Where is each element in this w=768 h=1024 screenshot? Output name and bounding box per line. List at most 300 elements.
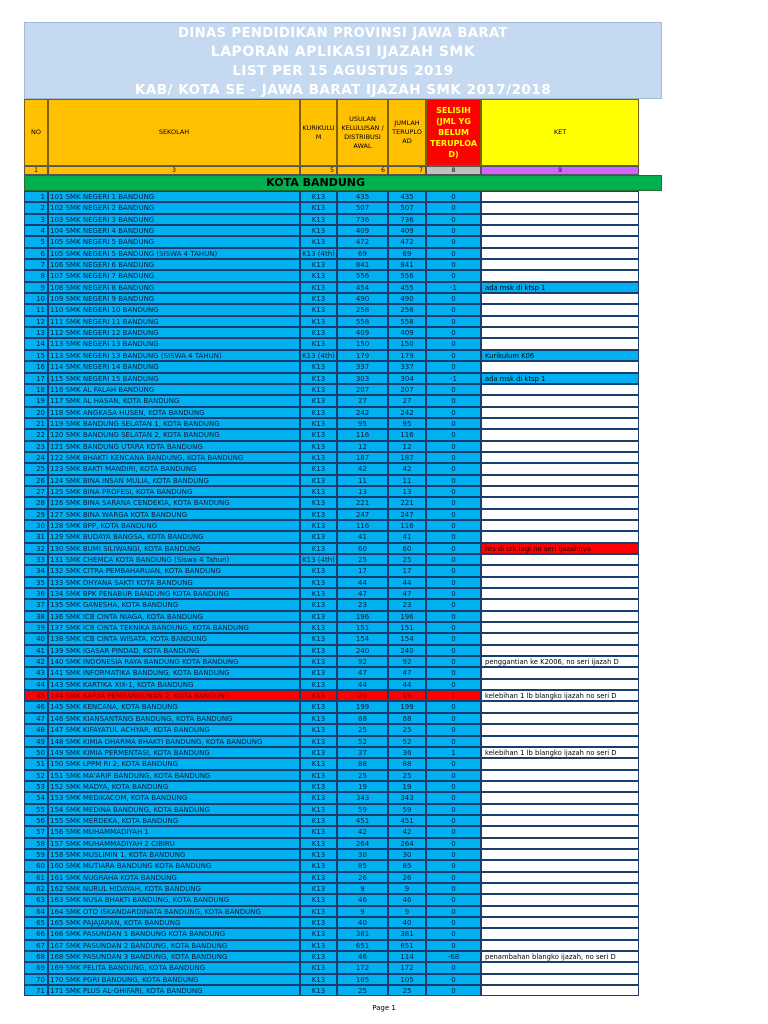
cell-usulan: 11 (337, 475, 388, 486)
cell-jumlah: 68 (388, 713, 426, 724)
cell-jumlah: 12 (388, 441, 426, 452)
cell-usulan: 44 (337, 577, 388, 588)
cell-usulan: 25 (337, 724, 388, 735)
cell-ket (481, 906, 639, 917)
cell-selisih: 0 (426, 429, 481, 440)
cell-no: 62 (24, 883, 48, 894)
cell-sekolah: 147 SMK KIFAYATUL ACHYAR, KOTA BANDUNG (48, 724, 300, 735)
cell-selisih: 0 (426, 509, 481, 520)
cell-usulan: 187 (337, 452, 388, 463)
region-header (24, 175, 662, 191)
table-row (24, 815, 662, 826)
cell-sekolah: 117 SMK AL HASAN, KOTA BANDUNG (48, 395, 300, 406)
cell-jumlah: 114 (388, 951, 426, 962)
cell-jumlah: 196 (388, 611, 426, 622)
cell-kurikulum: K13 (300, 758, 337, 769)
column-number-row (24, 166, 662, 175)
cell-kurikulum: K13 (300, 520, 337, 531)
cell-kurikulum: K13 (300, 701, 337, 712)
cell-no: 63 (24, 894, 48, 905)
table-row (24, 758, 662, 769)
cell-no: 34 (24, 565, 48, 576)
cell-selisih: 0 (426, 917, 481, 928)
cell-selisih: 0 (426, 452, 481, 463)
cell-ket (481, 724, 639, 735)
cell-usulan: 40 (337, 917, 388, 928)
cell-ket (481, 554, 639, 565)
table-row (24, 804, 662, 815)
table-row (24, 622, 662, 633)
cell-jumlah: 556 (388, 270, 426, 281)
cell-ket (481, 713, 639, 724)
cell-selisih: 0 (426, 384, 481, 395)
cell-ket (481, 701, 639, 712)
cell-usulan: 172 (337, 962, 388, 973)
table-row (24, 781, 662, 792)
cell-no: 32 (24, 543, 48, 554)
report-title-block (24, 22, 662, 99)
cell-ket (481, 940, 639, 951)
cell-jumlah: 9 (388, 906, 426, 917)
cell-sekolah: 132 SMK CITRA PEMBAHARUAN, KOTA BANDUNG (48, 565, 300, 576)
table-row (24, 747, 662, 758)
table-row (24, 293, 662, 304)
table-row (24, 304, 662, 315)
cell-no: 65 (24, 917, 48, 928)
cell-sekolah: 111 SMK NEGERI 11 BANDUNG (48, 316, 300, 327)
cell-jumlah: 199 (388, 701, 426, 712)
cell-sekolah: 101 SMK NEGERI 1 BANDUNG (48, 191, 300, 202)
cell-no: 22 (24, 429, 48, 440)
cell-sekolah: 149 SMK KIMIA PERMENTASI, KOTA BANDUNG (48, 747, 300, 758)
cell-jumlah: 841 (388, 259, 426, 270)
cell-ket (481, 214, 639, 225)
cell-jumlah: 36 (388, 747, 426, 758)
cell-jumlah: 40 (388, 917, 426, 928)
cell-usulan: 651 (337, 940, 388, 951)
cell-selisih: 0 (426, 395, 481, 406)
table-row (24, 225, 662, 236)
cell-jumlah: 409 (388, 225, 426, 236)
cell-usulan: 736 (337, 214, 388, 225)
cell-no: 15 (24, 350, 48, 361)
cell-sekolah: 169 SMK PELITA BANDUNG, KOTA BANDUNG (48, 962, 300, 973)
table-row (24, 577, 662, 588)
cell-selisih: 0 (426, 486, 481, 497)
cell-selisih: 0 (426, 611, 481, 622)
cell-usulan: 507 (337, 202, 388, 213)
cell-sekolah: 158 SMK MUSLIMIN 1, KOTA BANDUNG (48, 849, 300, 860)
cell-selisih: 0 (426, 826, 481, 837)
cell-selisih: 0 (426, 883, 481, 894)
cell-sekolah: 120 SMK BANDUNG SELATAN 2, KOTA BANDUNG (48, 429, 300, 440)
cell-selisih: 0 (426, 940, 481, 951)
cell-usulan: 179 (337, 350, 388, 361)
header-selisih: SELISIH (JML YG BELUM TERUPLOA D) (426, 99, 481, 166)
colnum-1: 1 (24, 166, 48, 175)
cell-sekolah: 162 SMK NURUL HIDAYAH, KOTA BANDUNG (48, 883, 300, 894)
cell-usulan: 20 (337, 690, 388, 701)
cell-ket (481, 860, 639, 871)
cell-kurikulum: K13 (300, 463, 337, 474)
cell-jumlah: 172 (388, 962, 426, 973)
cell-kurikulum: K13 (300, 486, 337, 497)
colnum-6: 6 (337, 166, 388, 175)
cell-usulan: 337 (337, 361, 388, 372)
cell-jumlah: 23 (388, 599, 426, 610)
cell-selisih: 0 (426, 475, 481, 486)
cell-no: 10 (24, 293, 48, 304)
cell-jumlah: 240 (388, 645, 426, 656)
cell-jumlah: 435 (388, 191, 426, 202)
cell-ket (481, 429, 639, 440)
cell-usulan: 381 (337, 928, 388, 939)
cell-ket (481, 599, 639, 610)
table-row (24, 441, 662, 452)
cell-jumlah: 19 (388, 690, 426, 701)
header-jumlah: JUMLAH TERUPLO AD (388, 99, 426, 166)
cell-sekolah: 125 SMK BINA PROFESI, KOTA BANDUNG (48, 486, 300, 497)
table-row (24, 633, 662, 644)
cell-usulan: 42 (337, 463, 388, 474)
cell-selisih: 0 (426, 713, 481, 724)
cell-usulan: 88 (337, 758, 388, 769)
cell-ket (481, 520, 639, 531)
cell-ket (481, 917, 639, 928)
cell-selisih: -1 (426, 373, 481, 384)
cell-sekolah: 160 SMK MUTIARA BANDUNG KOTA BANDUNG (48, 860, 300, 871)
cell-selisih: 0 (426, 656, 481, 667)
cell-sekolah: 151 SMK MA'ARIF BANDUNG, KOTA BANDUNG (48, 770, 300, 781)
cell-kurikulum: K13 (300, 883, 337, 894)
table-row (24, 316, 662, 327)
cell-usulan: 556 (337, 270, 388, 281)
cell-selisih: 0 (426, 962, 481, 973)
cell-usulan: 150 (337, 338, 388, 349)
table-row (24, 883, 662, 894)
cell-no: 4 (24, 225, 48, 236)
cell-kurikulum: K13 (300, 724, 337, 735)
table-row (24, 543, 662, 554)
cell-no: 64 (24, 906, 48, 917)
table-row (24, 599, 662, 610)
cell-no: 59 (24, 849, 48, 860)
cell-kurikulum: K13 (300, 304, 337, 315)
cell-sekolah: 114 SMK NEGERI 14 BANDUNG (48, 361, 300, 372)
cell-no: 31 (24, 531, 48, 542)
table-row (24, 202, 662, 213)
cell-no: 41 (24, 645, 48, 656)
cell-kurikulum: K13 (300, 429, 337, 440)
cell-ket (481, 327, 639, 338)
cell-jumlah: 472 (388, 236, 426, 247)
cell-selisih: 0 (426, 804, 481, 815)
table-row (24, 906, 662, 917)
cell-no: 52 (24, 770, 48, 781)
cell-kurikulum: K13 (300, 928, 337, 939)
cell-no: 30 (24, 520, 48, 531)
table-row (24, 645, 662, 656)
cell-kurikulum: K13 (300, 985, 337, 996)
cell-selisih: -68 (426, 951, 481, 962)
cell-selisih: 0 (426, 554, 481, 565)
cell-sekolah: 167 SMK PASUNDAN 2 BANDUNG, KOTA BANDUNG (48, 940, 300, 951)
cell-selisih: 0 (426, 724, 481, 735)
table-row (24, 826, 662, 837)
cell-selisih: 0 (426, 202, 481, 213)
table-row (24, 475, 662, 486)
cell-kurikulum: K13 (300, 747, 337, 758)
cell-selisih: 0 (426, 667, 481, 678)
cell-no: 53 (24, 781, 48, 792)
cell-ket: ada msk di ktsp 1 (481, 282, 639, 293)
table-row (24, 849, 662, 860)
cell-selisih: 0 (426, 191, 481, 202)
cell-sekolah: 115 SMK NEGERI 15 BANDUNG (48, 373, 300, 384)
cell-kurikulum: K13 (300, 974, 337, 985)
table-row (24, 690, 662, 701)
cell-no: 55 (24, 804, 48, 815)
cell-sekolah: 105 SMK NEGERI 5 BANDUNG (SISWA 4 TAHUN) (48, 248, 300, 259)
table-row (24, 565, 662, 576)
cell-selisih: 0 (426, 599, 481, 610)
cell-usulan: 9 (337, 906, 388, 917)
cell-usulan: 207 (337, 384, 388, 395)
cell-selisih: 0 (426, 872, 481, 883)
cell-usulan: 196 (337, 611, 388, 622)
cell-sekolah: 156 SMK MUHAMMADIYAH 1 (48, 826, 300, 837)
cell-sekolah: 139 SMK IGASAR PINDAD, KOTA BANDUNG (48, 645, 300, 656)
cell-selisih: 1 (426, 747, 481, 758)
cell-selisih: 0 (426, 304, 481, 315)
cell-sekolah: 113 SMK NEGERI 13 BANDUNG (SISWA 4 TAHUN) (48, 350, 300, 361)
cell-jumlah: 455 (388, 282, 426, 293)
cell-kurikulum: K13 (300, 872, 337, 883)
cell-no: 27 (24, 486, 48, 497)
cell-sekolah: 108 SMK NEGERI 8 BANDUNG (48, 282, 300, 293)
cell-kurikulum: K13 (300, 599, 337, 610)
cell-sekolah: 123 SMK BAKTI MANDIRI, KOTA BANDUNG (48, 463, 300, 474)
table-row (24, 667, 662, 678)
cell-selisih: 0 (426, 248, 481, 259)
cell-usulan: 9 (337, 883, 388, 894)
cell-ket (481, 974, 639, 985)
cell-selisih: 0 (426, 327, 481, 338)
cell-no: 47 (24, 713, 48, 724)
cell-ket (481, 883, 639, 894)
cell-usulan: 343 (337, 792, 388, 803)
cell-usulan: 199 (337, 701, 388, 712)
table-row (24, 236, 662, 247)
cell-ket (481, 667, 639, 678)
cell-jumlah: 30 (388, 849, 426, 860)
cell-no: 60 (24, 860, 48, 871)
cell-jumlah: 558 (388, 316, 426, 327)
cell-ket (481, 838, 639, 849)
cell-no: 68 (24, 951, 48, 962)
table-row (24, 792, 662, 803)
cell-kurikulum: K13 (300, 838, 337, 849)
cell-no: 20 (24, 407, 48, 418)
cell-jumlah: 44 (388, 577, 426, 588)
cell-selisih: 0 (426, 225, 481, 236)
cell-jumlah: 69 (388, 248, 426, 259)
table-row (24, 554, 662, 565)
cell-kurikulum: K13 (300, 214, 337, 225)
cell-kurikulum: K13 (300, 418, 337, 429)
cell-usulan: 242 (337, 407, 388, 418)
cell-usulan: 841 (337, 259, 388, 270)
cell-usulan: 25 (337, 985, 388, 996)
cell-jumlah: 258 (388, 304, 426, 315)
cell-kurikulum: K13 (300, 736, 337, 747)
table-row (24, 270, 662, 281)
title-line-4: KAB/ KOTA SE - JAWA BARAT IJAZAH SMK 2017/2018 (134, 82, 552, 98)
cell-sekolah: 105 SMK NEGERI 5 BANDUNG (48, 236, 300, 247)
cell-no: 6 (24, 248, 48, 259)
header-sekolah: SEKOLAH (48, 99, 300, 166)
cell-no: 58 (24, 838, 48, 849)
cell-usulan: 44 (337, 679, 388, 690)
cell-ket (481, 781, 639, 792)
table-row (24, 894, 662, 905)
table-row (24, 928, 662, 939)
cell-sekolah: 126 SMK BINA SARANA CENDEKIA, KOTA BANDUNG (48, 497, 300, 508)
cell-kurikulum: K13 (300, 781, 337, 792)
cell-usulan: 116 (337, 429, 388, 440)
cell-ket (481, 872, 639, 883)
cell-no: 51 (24, 758, 48, 769)
cell-jumlah: 47 (388, 588, 426, 599)
cell-selisih: 1 (426, 690, 481, 701)
cell-ket (481, 679, 639, 690)
cell-usulan: 92 (337, 656, 388, 667)
cell-selisih: 0 (426, 293, 481, 304)
table-row (24, 520, 662, 531)
cell-selisih: 0 (426, 543, 481, 554)
cell-kurikulum: K13 (300, 645, 337, 656)
table-row (24, 373, 662, 384)
cell-sekolah: 153 SMK MEDIKACOM, KOTA BANDUNG (48, 792, 300, 803)
cell-usulan: 27 (337, 395, 388, 406)
cell-sekolah: 113 SMK NEGERI 13 BANDUNG (48, 338, 300, 349)
cell-ket: kelebihan 1 lb blangko ijazah no seri D (481, 747, 639, 758)
cell-ket (481, 758, 639, 769)
table-row (24, 531, 662, 542)
cell-jumlah: 46 (388, 894, 426, 905)
cell-sekolah: 157 SMK MUHAMMADIYAH 2 CIBIRU (48, 838, 300, 849)
cell-selisih: 0 (426, 463, 481, 474)
cell-selisih: 0 (426, 361, 481, 372)
cell-usulan: 46 (337, 951, 388, 962)
cell-ket (481, 486, 639, 497)
cell-ket (481, 894, 639, 905)
cell-jumlah: 451 (388, 815, 426, 826)
cell-sekolah: 165 SMK PAJAJARAN, KOTA BANDUNG (48, 917, 300, 928)
cell-kurikulum: K13 (300, 962, 337, 973)
table-row (24, 350, 662, 361)
cell-jumlah: 25 (388, 770, 426, 781)
cell-kurikulum: K13 (300, 804, 337, 815)
cell-sekolah: 119 SMK BANDUNG SELATAN 1, KOTA BANDUNG (48, 418, 300, 429)
cell-ket (481, 225, 639, 236)
cell-no: 48 (24, 724, 48, 735)
cell-usulan: 42 (337, 826, 388, 837)
cell-sekolah: 143 SMK KARTIKA XIX-1, KOTA BANDUNG (48, 679, 300, 690)
cell-usulan: 37 (337, 747, 388, 758)
cell-ket (481, 361, 639, 372)
cell-jumlah: 41 (388, 531, 426, 542)
cell-jumlah: 25 (388, 724, 426, 735)
cell-selisih: 0 (426, 565, 481, 576)
colnum-9: 9 (481, 166, 639, 175)
table-row (24, 497, 662, 508)
report-sheet (24, 22, 662, 996)
cell-selisih: 0 (426, 815, 481, 826)
cell-sekolah: 122 SMK BHAKTI KENCANA BANDUNG, KOTA BANDUNG (48, 452, 300, 463)
cell-no: 1 (24, 191, 48, 202)
cell-sekolah: 150 SMK LPPM RI 2, KOTA BANDUNG (48, 758, 300, 769)
cell-sekolah: 124 SMK BINA INSAN MULIA, KOTA BANDUNG (48, 475, 300, 486)
cell-ket: ada msk di ktsp 1 (481, 373, 639, 384)
cell-sekolah: 136 SMK ICB CINTA NIAGA, KOTA BANDUNG (48, 611, 300, 622)
cell-no: 7 (24, 259, 48, 270)
cell-selisih: 0 (426, 497, 481, 508)
cell-selisih: 0 (426, 259, 481, 270)
cell-usulan: 26 (337, 872, 388, 883)
cell-no: 35 (24, 577, 48, 588)
cell-jumlah: 60 (388, 543, 426, 554)
cell-selisih: 0 (426, 441, 481, 452)
cell-selisih: 0 (426, 316, 481, 327)
cell-kurikulum: K13 (300, 951, 337, 962)
cell-sekolah: 135 SMK GANESHA, KOTA BANDUNG (48, 599, 300, 610)
cell-jumlah: 11 (388, 475, 426, 486)
cell-jumlah: 44 (388, 679, 426, 690)
cell-ket (481, 259, 639, 270)
header-usulan: USULAN KELULUSAN / DISTRIBUSI AWAL (337, 99, 388, 166)
cell-no: 50 (24, 747, 48, 758)
cell-kurikulum: K13 (300, 259, 337, 270)
cell-usulan: 240 (337, 645, 388, 656)
cell-selisih: 0 (426, 633, 481, 644)
cell-kurikulum: K13 (300, 906, 337, 917)
table-row (24, 701, 662, 712)
cell-kurikulum: K13 (300, 475, 337, 486)
cell-kurikulum: K13 (300, 826, 337, 837)
cell-kurikulum: K13 (300, 373, 337, 384)
table-row (24, 282, 662, 293)
cell-selisih: 0 (426, 588, 481, 599)
title-line-1: DINAS PENDIDIKAN PROVINSI JAWA BARAT (178, 26, 508, 41)
cell-no: 8 (24, 270, 48, 281)
cell-ket (481, 815, 639, 826)
cell-usulan: 41 (337, 531, 388, 542)
cell-ket (481, 770, 639, 781)
table-row (24, 486, 662, 497)
cell-jumlah: 179 (388, 350, 426, 361)
cell-usulan: 52 (337, 736, 388, 747)
cell-usulan: 558 (337, 316, 388, 327)
cell-no: 19 (24, 395, 48, 406)
table-row (24, 429, 662, 440)
cell-no: 37 (24, 599, 48, 610)
cell-sekolah: 133 SMK DHYANA SAKTI KOTA BANDUNG (48, 577, 300, 588)
cell-no: 29 (24, 509, 48, 520)
cell-kurikulum: K13 (300, 667, 337, 678)
cell-sekolah: 127 SMK BINA WARGA KOTA BANDUNG (48, 509, 300, 520)
cell-jumlah: 651 (388, 940, 426, 951)
